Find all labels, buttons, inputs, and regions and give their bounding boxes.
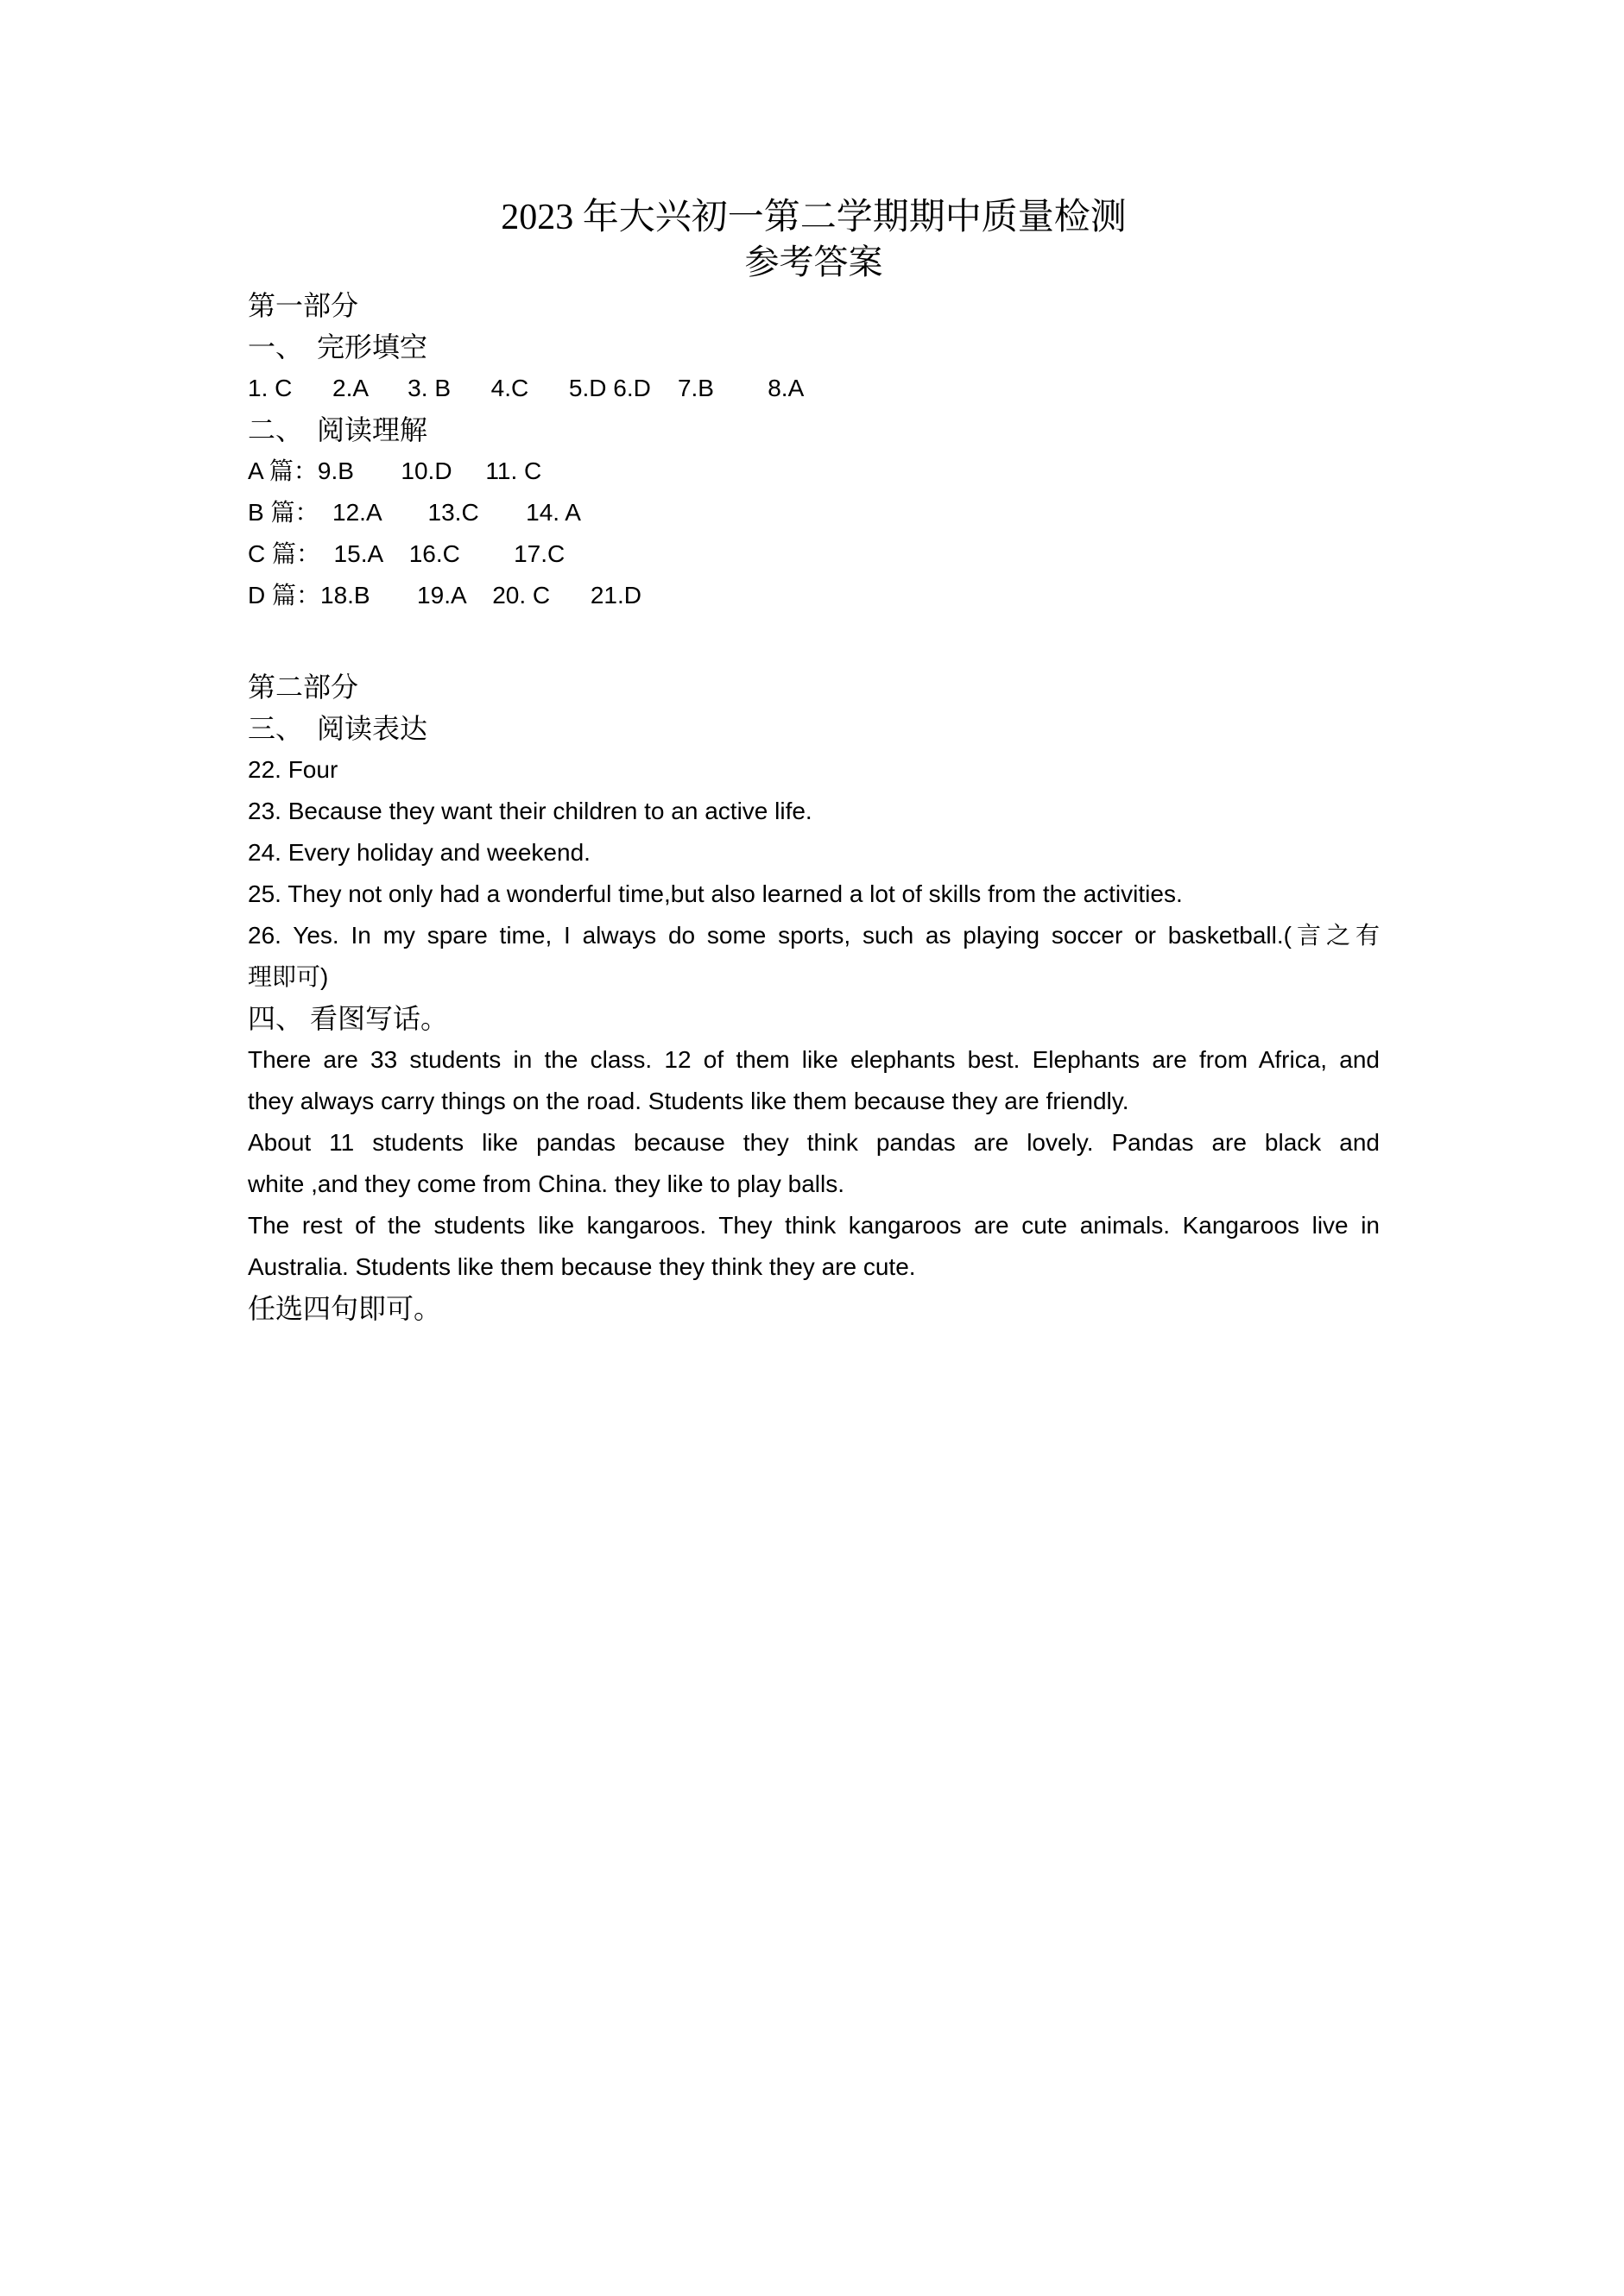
essay-note: 任选四句即可。 [248,1293,442,1324]
blank-line [248,616,1380,666]
essay-line-3: About 11 students like pandas because they think pandas are lovely. Pandas are black and [248,1129,1380,1156]
picture-writing-heading: 四、 看图写话。 [248,1003,449,1034]
reading-answers-passage-c: C 篇： 15.A 16.C 17.C [248,540,566,567]
cloze-answers-row: 1. C 2.A 3. B 4.C 5.D 6.D 7.B 8.A [248,375,805,401]
essay-line-5: The rest of the students like kangaroos. They think kangaroos are cute animals. Kangaroos live in [248,1212,1380,1239]
part1-heading: 第一部分 [248,290,359,321]
answer-q24: 24. Every holiday and weekend. [248,839,591,866]
cloze-section-heading: 一、 完形填空 [248,331,428,363]
reading-section-heading: 二、 阅读理解 [248,414,428,445]
answer-q23: 23. Because they want their children to an active life. [248,798,812,824]
reading-answers-passage-b: B 篇： 12.A 13.C 14. A [248,499,581,526]
answer-q22: 22. Four [248,756,338,783]
reading-expression-heading: 三、 阅读表达 [248,713,428,744]
essay-line-6: Australia. Students like them because they think they are cute. [248,1253,916,1280]
reading-answers-passage-d: D 篇：18.B 19.A 20. C 21.D [248,582,641,609]
essay-line-1: There are 33 students in the class. 12 of them like elephants best. Elephants are from Africa, and [248,1046,1380,1073]
answer-q26-line1: 26. Yes. In my spare time, I always do some sports, such as playing soccer or basketball.(言之有 [248,922,1380,949]
reading-answers-passage-a: A 篇：9.B 10.D 11. C [248,457,542,484]
document-subtitle: 参考答案 [744,243,883,281]
essay-line-2: they always carry things on the road. Students like them because they are friendly. [248,1088,1129,1114]
part2-heading: 第二部分 [248,672,359,703]
answer-q26-line2: 理即可) [248,963,329,990]
answer-q25: 25. They not only had a wonderful time,but also learned a lot of skills from the activities. [248,880,1183,907]
essay-line-4: white ,and they come from China. they like to play balls. [248,1170,845,1197]
document-title: 2023 年大兴初一第二学期期中质量检测 [501,198,1127,237]
